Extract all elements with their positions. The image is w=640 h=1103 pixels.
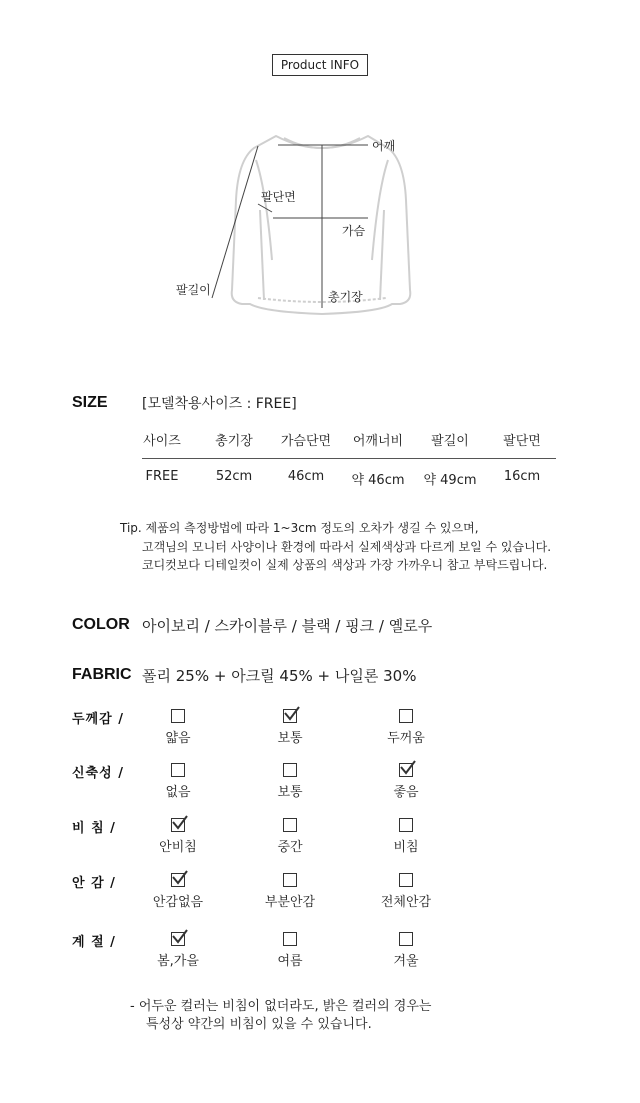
attribute-option-label: 두꺼움	[387, 731, 425, 746]
attribute-option-label: 얇음	[165, 731, 191, 746]
label-sleeve-hem: 팔단면	[261, 190, 296, 204]
checkmark-icon	[171, 815, 189, 831]
checkbox-icon[interactable]	[283, 873, 297, 887]
label-sleeve-length: 팔길이	[176, 283, 211, 297]
checkbox-icon[interactable]	[399, 818, 413, 832]
sleeve-length-line	[212, 146, 258, 298]
attribute-label: 비 침 /	[72, 821, 116, 836]
attribute-option	[250, 873, 330, 910]
checkbox-icon[interactable]	[399, 873, 413, 887]
sweater-outline	[232, 136, 411, 314]
attribute-option-label: 전체안감	[380, 895, 432, 910]
checkbox-icon[interactable]	[283, 818, 297, 832]
attribute-label: 계 절 /	[72, 935, 116, 950]
checkmark-icon	[283, 706, 301, 722]
attribute-option	[138, 932, 218, 969]
checkbox-checked-icon[interactable]	[171, 818, 185, 832]
size-col-header: 가슴단면	[280, 434, 332, 449]
attribute-option-label: 겨울	[393, 954, 419, 969]
label-shoulder: 어깨	[372, 139, 396, 153]
size-cell: 46cm	[287, 469, 325, 484]
attribute-option-label: 봄,가을	[157, 954, 199, 969]
size-table-divider	[142, 458, 556, 459]
size-col-header: 어깨너비	[352, 434, 404, 449]
checkmark-icon	[399, 760, 417, 776]
color-title: COLOR	[72, 616, 130, 633]
checkbox-checked-icon[interactable]	[171, 932, 185, 946]
size-table-row	[126, 469, 558, 488]
size-cell: 약 49cm	[423, 473, 477, 488]
size-cell: FREE	[145, 469, 179, 484]
attribute-option	[250, 709, 330, 746]
checkbox-icon[interactable]	[171, 763, 185, 777]
attribute-option-label: 비침	[393, 840, 419, 855]
attribute-option-label: 안비침	[159, 840, 197, 855]
checkmark-icon	[171, 870, 189, 886]
attribute-option	[366, 932, 446, 969]
size-cell: 16cm	[503, 469, 541, 484]
checkbox-icon[interactable]	[399, 709, 413, 723]
size-cell: 52cm	[215, 469, 253, 484]
size-col-header: 팔길이	[431, 434, 469, 449]
attribute-option-label: 보통	[277, 731, 303, 746]
attribute-option	[138, 873, 218, 910]
attribute-label: 안 감 /	[72, 876, 116, 891]
attribute-option-label: 없음	[165, 785, 191, 800]
attribute-option-label: 좋음	[393, 785, 419, 800]
attribute-option	[366, 873, 446, 910]
footnote-line: - 어두운 컬러는 비침이 없더라도, 밝은 컬러의 경우는	[130, 999, 432, 1014]
attribute-option	[138, 709, 218, 746]
checkbox-icon[interactable]	[399, 932, 413, 946]
checkmark-icon	[171, 929, 189, 945]
checkbox-checked-icon[interactable]	[171, 873, 185, 887]
fabric-value: 폴리 25% + 아크릴 45% + 나일론 30%	[142, 667, 417, 685]
attribute-option	[366, 709, 446, 746]
label-length: 총기장	[328, 290, 363, 304]
size-col-header: 총기장	[215, 434, 253, 449]
size-col-header: 사이즈	[143, 434, 181, 449]
attribute-label: 신축성 /	[72, 766, 124, 781]
attribute-option	[250, 763, 330, 800]
tip-line: 코디컷보다 디테일컷이 실제 상품의 색상과 가장 가까우니 참고 부탁드립니다.	[142, 558, 548, 572]
color-value: 아이보리 / 스카이블루 / 블랙 / 핑크 / 옐로우	[142, 617, 433, 635]
attribute-option-label: 보통	[277, 785, 303, 800]
size-model-note: [모델착용사이즈 : FREE]	[142, 396, 297, 412]
footnote-line: 특성상 약간의 비침이 있을 수 있습니다.	[146, 1017, 372, 1032]
attribute-option	[250, 818, 330, 855]
attribute-option	[138, 818, 218, 855]
fabric-title: FABRIC	[72, 666, 132, 683]
size-cell: 약 46cm	[351, 473, 405, 488]
attribute-option	[138, 763, 218, 800]
label-chest: 가슴	[342, 224, 366, 238]
size-table-header	[126, 430, 558, 449]
attribute-label: 두께감 /	[72, 712, 124, 727]
checkbox-icon[interactable]	[171, 709, 185, 723]
size-title: SIZE	[72, 394, 108, 411]
size-col-header: 팔단면	[503, 434, 541, 449]
tip-line: 고객님의 모니터 사양이나 환경에 따라서 실제색상과 다르게 보일 수 있습니다.	[142, 540, 552, 554]
checkbox-checked-icon[interactable]	[283, 709, 297, 723]
attribute-option	[366, 763, 446, 800]
attribute-option-label: 여름	[277, 954, 303, 969]
attribute-option-label: 부분안감	[264, 895, 316, 910]
attribute-option	[366, 818, 446, 855]
checkbox-checked-icon[interactable]	[399, 763, 413, 777]
attribute-option-label: 중간	[277, 840, 303, 855]
product-info-badge: Product INFO	[272, 54, 368, 76]
checkbox-icon[interactable]	[283, 932, 297, 946]
attribute-option	[250, 932, 330, 969]
tip-line: Tip. 제품의 측정방법에 따라 1~3cm 정도의 오차가 생길 수 있으며,	[120, 521, 479, 535]
attribute-option-label: 안감없음	[152, 895, 204, 910]
garment-diagram	[200, 125, 430, 325]
checkbox-icon[interactable]	[283, 763, 297, 777]
